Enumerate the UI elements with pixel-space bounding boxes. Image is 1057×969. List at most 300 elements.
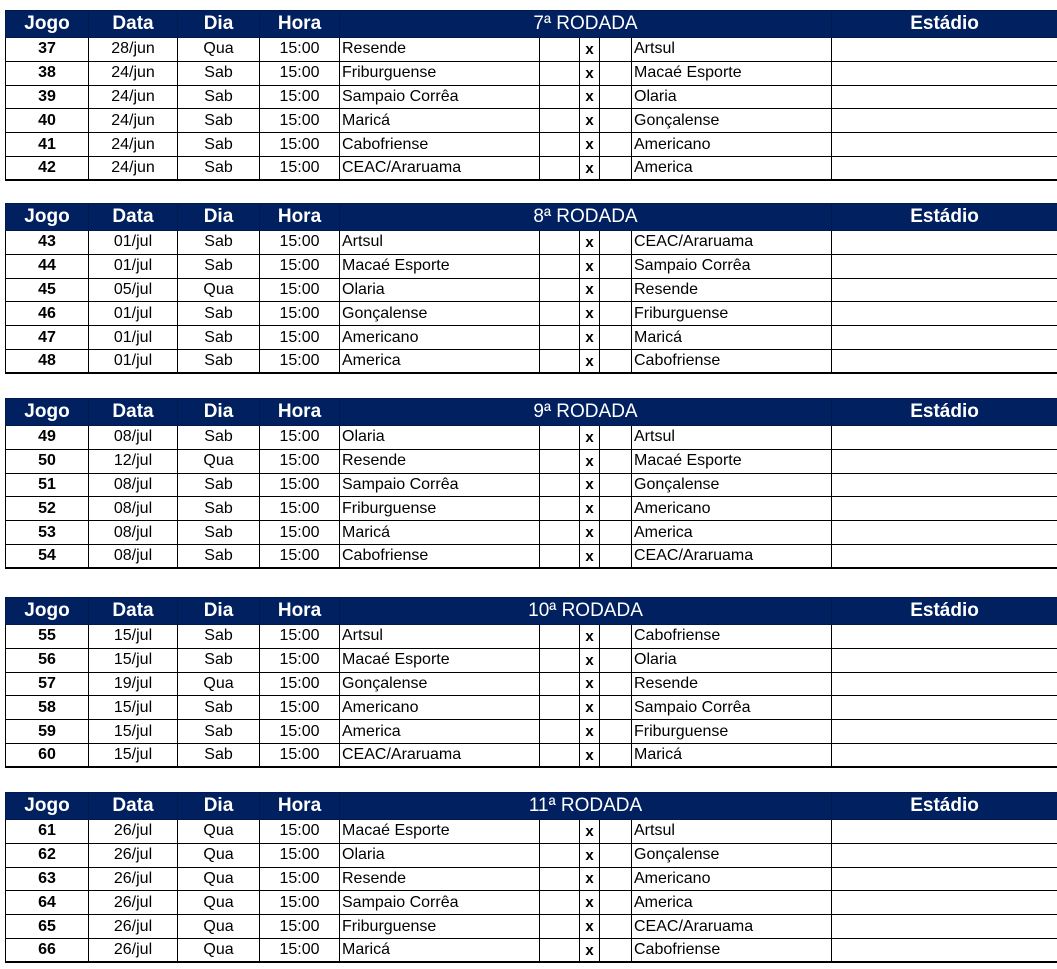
match-row[interactable] — [6, 672, 1057, 696]
match-row[interactable] — [6, 449, 1057, 473]
away-score-cell[interactable] — [600, 521, 632, 545]
versus-mark: x — [580, 743, 600, 767]
stadium-cell[interactable] — [832, 497, 1057, 521]
home-score-cell[interactable] — [540, 449, 580, 473]
match-weekday: Qua — [178, 38, 260, 62]
home-team: Sampaio Corrêa — [340, 473, 540, 497]
home-score-cell[interactable] — [540, 938, 580, 962]
away-team: Artsul — [632, 820, 832, 844]
stadium-cell[interactable] — [832, 648, 1057, 672]
match-row[interactable] — [6, 521, 1057, 545]
match-row[interactable] — [6, 231, 1057, 255]
home-score-cell[interactable] — [540, 843, 580, 867]
stadium-cell[interactable] — [832, 133, 1057, 157]
away-team: CEAC/Araruama — [632, 231, 832, 255]
header-hora: Hora — [260, 11, 340, 38]
match-date: 28/jun — [89, 38, 178, 62]
away-team: Artsul — [632, 426, 832, 450]
away-score-cell[interactable] — [600, 891, 632, 915]
round-header-row — [6, 793, 1057, 820]
versus-mark: x — [580, 156, 600, 180]
match-time: 15:00 — [260, 133, 340, 157]
match-weekday: Qua — [178, 843, 260, 867]
match-date: 01/jul — [89, 349, 178, 373]
stadium-cell[interactable] — [832, 743, 1057, 767]
stadium-cell[interactable] — [832, 61, 1057, 85]
versus-mark: x — [580, 497, 600, 521]
match-date: 15/jul — [89, 696, 178, 720]
home-score-cell[interactable] — [540, 85, 580, 109]
match-row[interactable] — [6, 648, 1057, 672]
match-weekday: Sab — [178, 302, 260, 326]
away-score-cell[interactable] — [600, 497, 632, 521]
home-team: Sampaio Corrêa — [340, 891, 540, 915]
header-data: Data — [89, 11, 178, 38]
home-score-cell[interactable] — [540, 254, 580, 278]
versus-mark: x — [580, 349, 600, 373]
match-row[interactable] — [6, 254, 1057, 278]
away-score-cell[interactable] — [600, 133, 632, 157]
match-row[interactable] — [6, 720, 1057, 744]
home-score-cell[interactable] — [540, 231, 580, 255]
match-time: 15:00 — [260, 302, 340, 326]
match-row[interactable] — [6, 938, 1057, 962]
match-number: 53 — [6, 521, 89, 545]
match-row[interactable] — [6, 743, 1057, 767]
home-score-cell[interactable] — [540, 497, 580, 521]
match-weekday: Sab — [178, 254, 260, 278]
match-time: 15:00 — [260, 278, 340, 302]
versus-mark: x — [580, 672, 600, 696]
match-weekday: Sab — [178, 349, 260, 373]
match-time: 15:00 — [260, 85, 340, 109]
away-score-cell[interactable] — [600, 648, 632, 672]
home-score-cell[interactable] — [540, 326, 580, 350]
match-row[interactable] — [6, 497, 1057, 521]
match-number: 55 — [6, 625, 89, 649]
home-team: CEAC/Araruama — [340, 743, 540, 767]
match-time: 15:00 — [260, 473, 340, 497]
header-dia: Dia — [178, 793, 260, 820]
match-weekday: Sab — [178, 133, 260, 157]
stadium-cell[interactable] — [832, 85, 1057, 109]
home-score-cell[interactable] — [540, 302, 580, 326]
away-score-cell[interactable] — [600, 843, 632, 867]
home-team: Artsul — [340, 231, 540, 255]
header-data: Data — [89, 204, 178, 231]
home-team: Maricá — [340, 109, 540, 133]
round-table — [5, 10, 1057, 181]
stadium-cell[interactable] — [832, 696, 1057, 720]
match-row[interactable] — [6, 326, 1057, 350]
home-score-cell[interactable] — [540, 349, 580, 373]
match-number: 45 — [6, 278, 89, 302]
round-header-row — [6, 598, 1057, 625]
match-weekday: Sab — [178, 473, 260, 497]
away-score-cell[interactable] — [600, 449, 632, 473]
match-row[interactable] — [6, 38, 1057, 62]
header-hora: Hora — [260, 598, 340, 625]
match-date: 12/jul — [89, 449, 178, 473]
match-date: 15/jul — [89, 625, 178, 649]
home-score-cell[interactable] — [540, 521, 580, 545]
match-number: 58 — [6, 696, 89, 720]
away-team: Americano — [632, 867, 832, 891]
home-score-cell[interactable] — [540, 915, 580, 939]
away-score-cell[interactable] — [600, 61, 632, 85]
header-jogo: Jogo — [6, 793, 89, 820]
home-team: Macaé Esporte — [340, 254, 540, 278]
stadium-cell[interactable] — [832, 521, 1057, 545]
match-number: 38 — [6, 61, 89, 85]
match-number: 46 — [6, 302, 89, 326]
home-score-cell[interactable] — [540, 672, 580, 696]
match-row[interactable] — [6, 349, 1057, 373]
home-score-cell[interactable] — [540, 696, 580, 720]
match-number: 47 — [6, 326, 89, 350]
header-jogo: Jogo — [6, 204, 89, 231]
away-team: CEAC/Araruama — [632, 544, 832, 568]
match-time: 15:00 — [260, 38, 340, 62]
versus-mark: x — [580, 302, 600, 326]
home-team: Resende — [340, 449, 540, 473]
match-row[interactable] — [6, 133, 1057, 157]
away-team: Friburguense — [632, 302, 832, 326]
home-score-cell[interactable] — [540, 156, 580, 180]
stadium-cell[interactable] — [832, 326, 1057, 350]
away-score-cell[interactable] — [600, 938, 632, 962]
stadium-cell[interactable] — [832, 231, 1057, 255]
match-time: 15:00 — [260, 349, 340, 373]
away-score-cell[interactable] — [600, 231, 632, 255]
away-score-cell[interactable] — [600, 544, 632, 568]
away-score-cell[interactable] — [600, 349, 632, 373]
match-number: 57 — [6, 672, 89, 696]
match-date: 24/jun — [89, 156, 178, 180]
home-team: Macaé Esporte — [340, 820, 540, 844]
match-date: 15/jul — [89, 720, 178, 744]
away-score-cell[interactable] — [600, 625, 632, 649]
versus-mark: x — [580, 61, 600, 85]
home-score-cell[interactable] — [540, 820, 580, 844]
stadium-cell[interactable] — [832, 426, 1057, 450]
home-score-cell[interactable] — [540, 133, 580, 157]
away-team: Cabofriense — [632, 349, 832, 373]
stadium-cell[interactable] — [832, 38, 1057, 62]
match-weekday: Qua — [178, 449, 260, 473]
away-team: Olaria — [632, 85, 832, 109]
match-number: 48 — [6, 349, 89, 373]
header-estadio: Estádio — [832, 204, 1057, 231]
versus-mark: x — [580, 720, 600, 744]
match-date: 24/jun — [89, 109, 178, 133]
versus-mark: x — [580, 915, 600, 939]
home-score-cell[interactable] — [540, 891, 580, 915]
home-score-cell[interactable] — [540, 473, 580, 497]
match-number: 50 — [6, 449, 89, 473]
match-time: 15:00 — [260, 109, 340, 133]
match-number: 62 — [6, 843, 89, 867]
match-time: 15:00 — [260, 648, 340, 672]
home-team: Resende — [340, 38, 540, 62]
away-score-cell[interactable] — [600, 278, 632, 302]
away-team: Maricá — [632, 326, 832, 350]
round-title: 10ª RODADA — [340, 598, 832, 625]
match-time: 15:00 — [260, 672, 340, 696]
away-team: CEAC/Araruama — [632, 915, 832, 939]
match-weekday: Sab — [178, 648, 260, 672]
home-score-cell[interactable] — [540, 648, 580, 672]
match-weekday: Sab — [178, 625, 260, 649]
match-time: 15:00 — [260, 938, 340, 962]
home-team: Cabofriense — [340, 133, 540, 157]
round-title: 9ª RODADA — [340, 399, 832, 426]
match-row[interactable] — [6, 278, 1057, 302]
header-jogo: Jogo — [6, 11, 89, 38]
stadium-cell[interactable] — [832, 820, 1057, 844]
match-number: 60 — [6, 743, 89, 767]
header-estadio: Estádio — [832, 399, 1057, 426]
match-weekday: Sab — [178, 85, 260, 109]
home-score-cell[interactable] — [540, 867, 580, 891]
match-time: 15:00 — [260, 867, 340, 891]
match-date: 24/jun — [89, 85, 178, 109]
stadium-cell[interactable] — [832, 938, 1057, 962]
header-dia: Dia — [178, 204, 260, 231]
stadium-cell[interactable] — [832, 672, 1057, 696]
match-number: 39 — [6, 85, 89, 109]
match-weekday: Sab — [178, 696, 260, 720]
match-date: 01/jul — [89, 254, 178, 278]
away-score-cell[interactable] — [600, 426, 632, 450]
stadium-cell[interactable] — [832, 625, 1057, 649]
match-weekday: Qua — [178, 278, 260, 302]
match-weekday: Sab — [178, 426, 260, 450]
match-time: 15:00 — [260, 426, 340, 450]
away-team: America — [632, 891, 832, 915]
away-team: America — [632, 156, 832, 180]
round-title: 11ª RODADA — [340, 793, 832, 820]
stadium-cell[interactable] — [832, 915, 1057, 939]
match-row[interactable] — [6, 109, 1057, 133]
versus-mark: x — [580, 449, 600, 473]
away-score-cell[interactable] — [600, 473, 632, 497]
home-score-cell[interactable] — [540, 38, 580, 62]
away-score-cell[interactable] — [600, 820, 632, 844]
match-row[interactable] — [6, 820, 1057, 844]
stadium-cell[interactable] — [832, 109, 1057, 133]
match-row[interactable] — [6, 426, 1057, 450]
stadium-cell[interactable] — [832, 720, 1057, 744]
versus-mark: x — [580, 820, 600, 844]
match-number: 37 — [6, 38, 89, 62]
stadium-cell[interactable] — [832, 544, 1057, 568]
home-team: Friburguense — [340, 61, 540, 85]
versus-mark: x — [580, 521, 600, 545]
match-weekday: Qua — [178, 938, 260, 962]
away-score-cell[interactable] — [600, 326, 632, 350]
away-team: Gonçalense — [632, 843, 832, 867]
match-time: 15:00 — [260, 743, 340, 767]
away-score-cell[interactable] — [600, 867, 632, 891]
match-weekday: Sab — [178, 497, 260, 521]
match-number: 42 — [6, 156, 89, 180]
versus-mark: x — [580, 696, 600, 720]
match-row[interactable] — [6, 61, 1057, 85]
match-time: 15:00 — [260, 497, 340, 521]
versus-mark: x — [580, 133, 600, 157]
stadium-cell[interactable] — [832, 278, 1057, 302]
home-team: Maricá — [340, 938, 540, 962]
match-time: 15:00 — [260, 521, 340, 545]
match-date: 26/jul — [89, 843, 178, 867]
match-number: 63 — [6, 867, 89, 891]
match-row[interactable] — [6, 473, 1057, 497]
match-number: 59 — [6, 720, 89, 744]
match-number: 64 — [6, 891, 89, 915]
match-row[interactable] — [6, 696, 1057, 720]
match-time: 15:00 — [260, 254, 340, 278]
match-row[interactable] — [6, 625, 1057, 649]
match-row[interactable] — [6, 843, 1057, 867]
match-weekday: Sab — [178, 109, 260, 133]
versus-mark: x — [580, 231, 600, 255]
versus-mark: x — [580, 109, 600, 133]
header-estadio: Estádio — [832, 598, 1057, 625]
stadium-cell[interactable] — [832, 349, 1057, 373]
away-team: Artsul — [632, 38, 832, 62]
away-score-cell[interactable] — [600, 109, 632, 133]
home-score-cell[interactable] — [540, 426, 580, 450]
match-number: 49 — [6, 426, 89, 450]
header-data: Data — [89, 598, 178, 625]
home-team: Artsul — [340, 625, 540, 649]
match-time: 15:00 — [260, 156, 340, 180]
match-date: 26/jul — [89, 867, 178, 891]
match-weekday: Sab — [178, 61, 260, 85]
versus-mark: x — [580, 544, 600, 568]
home-team: Gonçalense — [340, 302, 540, 326]
away-score-cell[interactable] — [600, 696, 632, 720]
round-table-block — [5, 203, 1057, 374]
away-team: Macaé Esporte — [632, 61, 832, 85]
versus-mark: x — [580, 426, 600, 450]
match-time: 15:00 — [260, 61, 340, 85]
round-table — [5, 398, 1057, 569]
versus-mark: x — [580, 254, 600, 278]
header-estadio: Estádio — [832, 11, 1057, 38]
match-date: 24/jun — [89, 133, 178, 157]
away-team: Olaria — [632, 648, 832, 672]
stadium-cell[interactable] — [832, 473, 1057, 497]
home-score-cell[interactable] — [540, 278, 580, 302]
round-table — [5, 597, 1057, 768]
versus-mark: x — [580, 843, 600, 867]
round-title: 7ª RODADA — [340, 11, 832, 38]
match-time: 15:00 — [260, 625, 340, 649]
home-score-cell[interactable] — [540, 720, 580, 744]
stadium-cell[interactable] — [832, 254, 1057, 278]
match-time: 15:00 — [260, 544, 340, 568]
versus-mark: x — [580, 867, 600, 891]
match-row[interactable] — [6, 302, 1057, 326]
match-date: 05/jul — [89, 278, 178, 302]
match-row[interactable] — [6, 891, 1057, 915]
away-score-cell[interactable] — [600, 672, 632, 696]
away-score-cell[interactable] — [600, 38, 632, 62]
home-score-cell[interactable] — [540, 109, 580, 133]
match-date: 15/jul — [89, 743, 178, 767]
match-weekday: Sab — [178, 544, 260, 568]
home-score-cell[interactable] — [540, 61, 580, 85]
match-date: 26/jul — [89, 938, 178, 962]
home-team: Olaria — [340, 426, 540, 450]
match-date: 08/jul — [89, 473, 178, 497]
match-number: 43 — [6, 231, 89, 255]
stadium-cell[interactable] — [832, 156, 1057, 180]
away-team: Cabofriense — [632, 938, 832, 962]
away-score-cell[interactable] — [600, 743, 632, 767]
home-score-cell[interactable] — [540, 743, 580, 767]
home-score-cell[interactable] — [540, 625, 580, 649]
match-row[interactable] — [6, 544, 1057, 568]
match-time: 15:00 — [260, 720, 340, 744]
away-score-cell[interactable] — [600, 254, 632, 278]
stadium-cell[interactable] — [832, 302, 1057, 326]
match-date: 26/jul — [89, 820, 178, 844]
match-date: 01/jul — [89, 231, 178, 255]
match-row[interactable] — [6, 867, 1057, 891]
match-weekday: Qua — [178, 867, 260, 891]
stadium-cell[interactable] — [832, 867, 1057, 891]
match-number: 44 — [6, 254, 89, 278]
away-score-cell[interactable] — [600, 302, 632, 326]
header-data: Data — [89, 793, 178, 820]
versus-mark: x — [580, 326, 600, 350]
match-date: 26/jul — [89, 915, 178, 939]
header-hora: Hora — [260, 204, 340, 231]
versus-mark: x — [580, 891, 600, 915]
away-score-cell[interactable] — [600, 156, 632, 180]
match-row[interactable] — [6, 915, 1057, 939]
match-date: 19/jul — [89, 672, 178, 696]
stadium-cell[interactable] — [832, 449, 1057, 473]
match-time: 15:00 — [260, 326, 340, 350]
away-score-cell[interactable] — [600, 720, 632, 744]
match-time: 15:00 — [260, 843, 340, 867]
match-weekday: Sab — [178, 720, 260, 744]
away-team: Gonçalense — [632, 109, 832, 133]
home-team: Sampaio Corrêa — [340, 85, 540, 109]
away-score-cell[interactable] — [600, 85, 632, 109]
match-number: 52 — [6, 497, 89, 521]
stadium-cell[interactable] — [832, 843, 1057, 867]
match-number: 41 — [6, 133, 89, 157]
home-team: Cabofriense — [340, 544, 540, 568]
away-score-cell[interactable] — [600, 915, 632, 939]
match-row[interactable] — [6, 156, 1057, 180]
stadium-cell[interactable] — [832, 891, 1057, 915]
match-row[interactable] — [6, 85, 1057, 109]
round-table-block — [5, 792, 1057, 963]
header-jogo: Jogo — [6, 399, 89, 426]
round-header-row — [6, 399, 1057, 426]
match-number: 66 — [6, 938, 89, 962]
match-time: 15:00 — [260, 915, 340, 939]
match-date: 24/jun — [89, 61, 178, 85]
home-score-cell[interactable] — [540, 544, 580, 568]
away-team: Resende — [632, 672, 832, 696]
